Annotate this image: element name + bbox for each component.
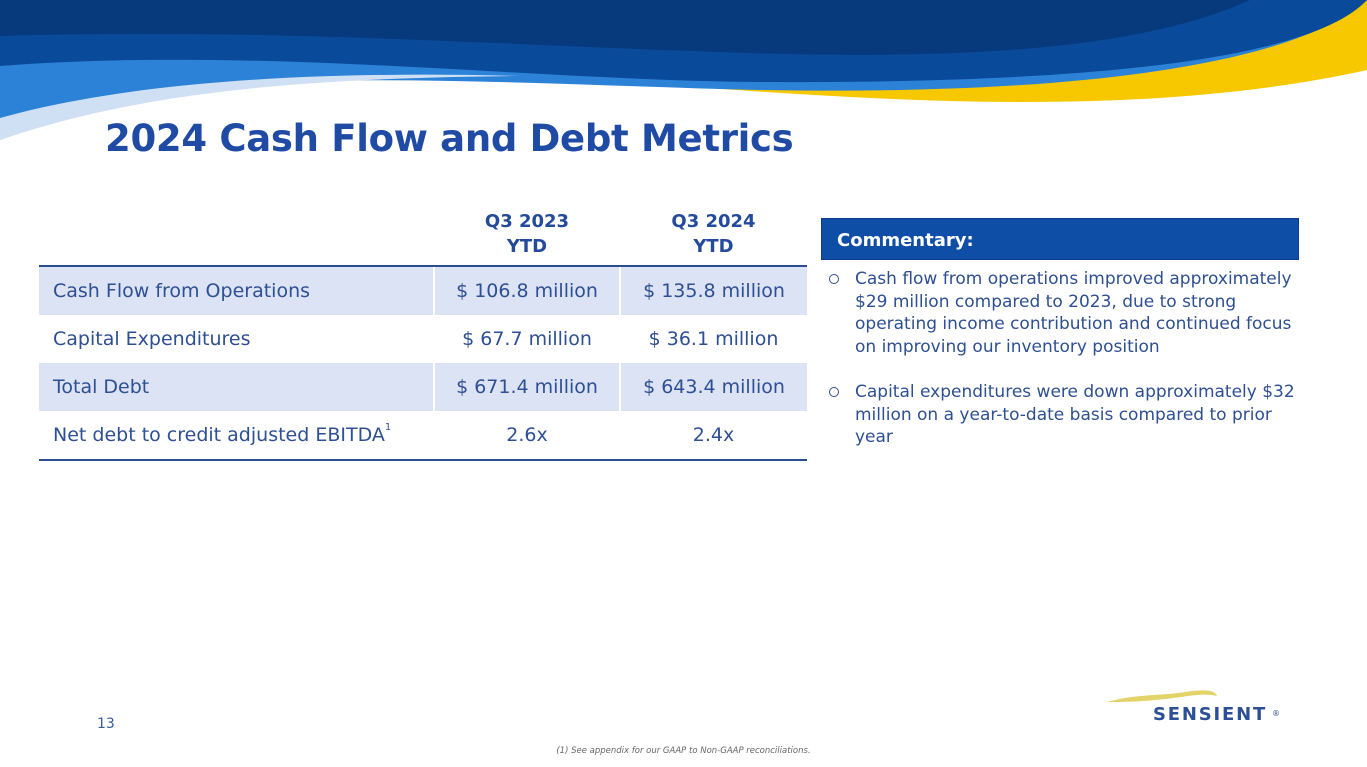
value-q3-2023: $ 67.7 million — [462, 328, 592, 350]
table-row-cash-flow — [39, 266, 807, 315]
table-row-total-debt — [39, 363, 807, 411]
row-label: Capital Expenditures — [53, 328, 251, 350]
row-label: Total Debt — [39, 363, 434, 411]
circle-bullet-icon — [829, 387, 839, 397]
header-empty — [39, 199, 434, 266]
circle-bullet-icon — [829, 274, 839, 284]
page-number: 13 — [97, 716, 115, 732]
value-q3-2024: $ 36.1 million — [648, 328, 779, 350]
table-row-net-debt — [39, 411, 807, 460]
footnote: (1) See appendix for our GAAP to Non-GAAP reconciliations. — [556, 746, 811, 756]
header-q3-2023 — [434, 199, 620, 266]
commentary-list — [821, 260, 1299, 449]
header-q3-2024-line1: Q3 2024 — [671, 211, 756, 232]
value-q3-2023: 2.6x — [434, 411, 620, 460]
header-q3-2023-line1: Q3 2023 — [484, 211, 570, 232]
sensient-logo-text: SENSIENT — [1153, 704, 1268, 725]
row-label-net-debt — [39, 411, 434, 460]
footnote-mark: 1 — [384, 422, 392, 433]
header-q3-2024-line2: YTD — [693, 236, 734, 257]
commentary-panel — [821, 218, 1299, 472]
row-label: Cash Flow from Operations — [39, 266, 434, 315]
row-label: Net debt to credit adjusted EBITDA — [53, 424, 385, 446]
commentary-item — [821, 268, 1299, 358]
commentary-item — [821, 381, 1299, 449]
table-header-row — [39, 199, 807, 266]
logo-trademark: ® — [1272, 709, 1280, 718]
header-q3-2024 — [620, 199, 807, 266]
commentary-header: Commentary: — [821, 218, 1299, 260]
header-q3-2023-line2: YTD — [506, 236, 548, 257]
value-q3-2024: 2.4x — [620, 411, 807, 460]
commentary-text: Cash flow from operations improved approximately $29 million compared to 2023, due to strong operating income contribution and continued focus on improving our inventory position — [855, 269, 1292, 357]
commentary-text: Capital expenditures were down approximately $32 million on a year-to-date basis compared to prior year — [855, 382, 1295, 447]
value-q3-2023: $ 106.8 million — [434, 266, 620, 315]
slide-title: 2024 Cash Flow and Debt Metrics — [105, 117, 794, 160]
value-q3-2024: $ 643.4 million — [620, 363, 807, 411]
cash-flow-debt-table — [39, 199, 807, 461]
value-q3-2024: $ 135.8 million — [620, 266, 807, 315]
table-row-capex — [39, 315, 807, 363]
value-q3-2023: $ 671.4 million — [434, 363, 620, 411]
